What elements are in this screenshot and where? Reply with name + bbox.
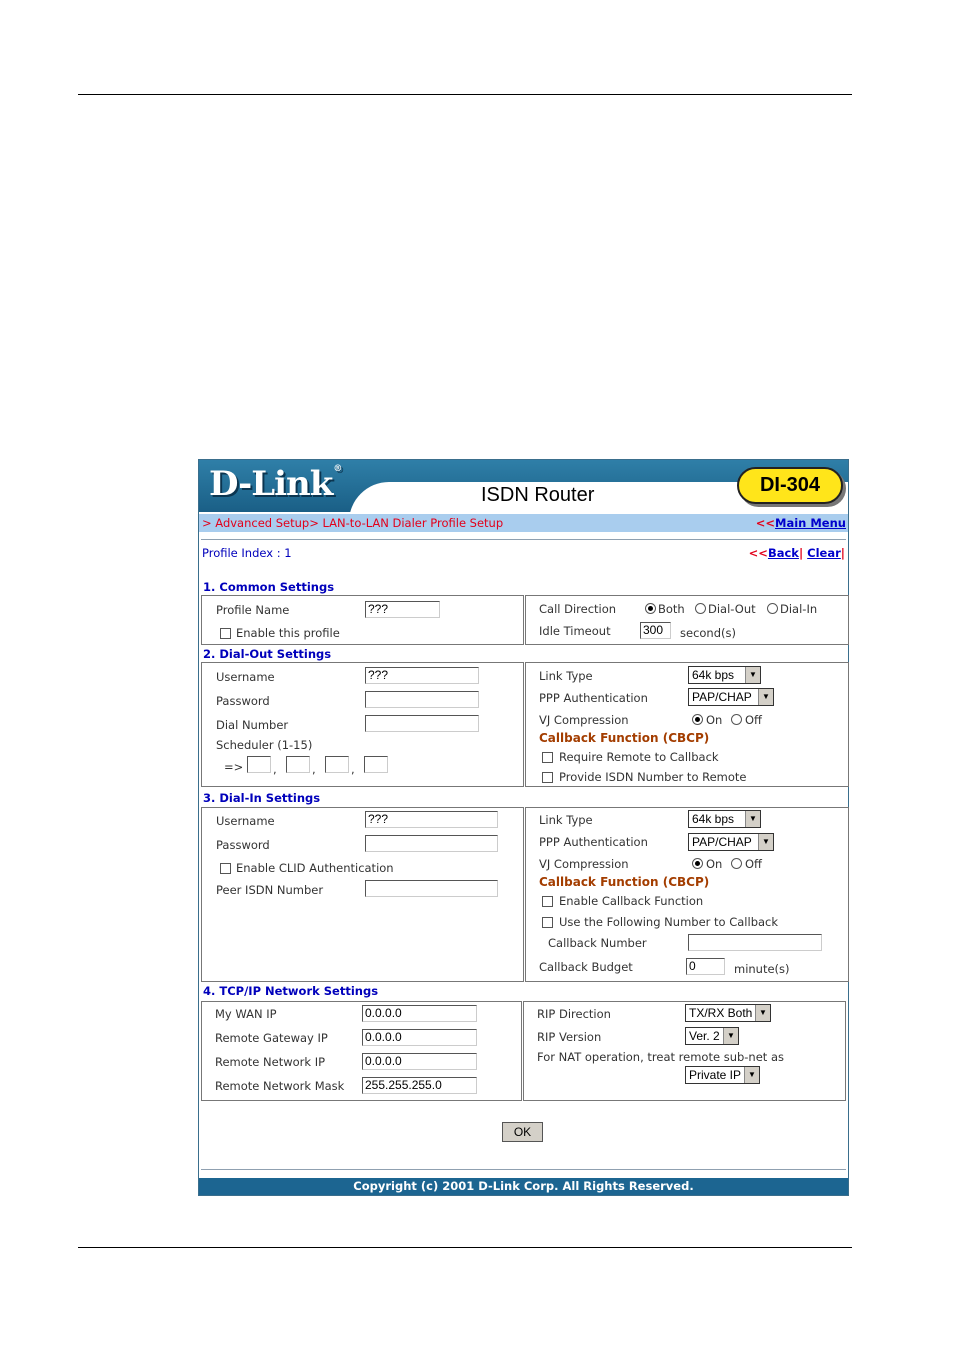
dial-number-input[interactable] <box>365 715 479 732</box>
clid-label: Enable CLID Authentication <box>236 861 394 875</box>
dir-out-label: Dial-Out <box>708 602 756 616</box>
idle-timeout-label: Idle Timeout <box>539 624 611 638</box>
nat-select[interactable]: Private IP ▼ <box>685 1066 760 1084</box>
dialin-username-input[interactable]: ??? <box>365 811 498 828</box>
enable-profile-checkbox[interactable] <box>220 628 231 639</box>
dir-both-label: Both <box>658 602 685 616</box>
dialin-vj-off-radio[interactable] <box>731 858 742 869</box>
dialout-password-input[interactable] <box>365 691 479 708</box>
use-following-checkbox[interactable] <box>542 917 553 928</box>
peer-isdn-label: Peer ISDN Number <box>216 883 324 897</box>
scheduler-comma: , <box>351 762 355 776</box>
chevron-down-icon: ▼ <box>723 1028 738 1044</box>
profile-name-input[interactable]: ??? <box>365 601 440 618</box>
dialin-ppp-label: PPP Authentication <box>539 835 648 849</box>
dialout-vj-on-radio[interactable] <box>692 714 703 725</box>
gateway-ip-input[interactable]: 0.0.0.0 <box>362 1029 477 1046</box>
chevron-down-icon: ▼ <box>758 689 773 705</box>
callback-budget-label: Callback Budget <box>539 960 633 974</box>
network-ip-input[interactable]: 0.0.0.0 <box>362 1053 477 1070</box>
back-link[interactable]: Back <box>767 546 799 560</box>
enable-callback-label: Enable Callback Function <box>559 894 704 908</box>
dialin-vj-on-label: On <box>706 857 723 871</box>
page-top-rule <box>78 94 852 95</box>
scheduler-input-3[interactable] <box>325 756 349 773</box>
router-config-window <box>198 459 849 1196</box>
dialout-username-input[interactable]: ??? <box>365 667 479 684</box>
callback-budget-unit: minute(s) <box>734 962 790 976</box>
dialout-password-label: Password <box>216 694 270 708</box>
dir-in-radio[interactable] <box>767 603 778 614</box>
chevron-down-icon: ▼ <box>744 1067 759 1083</box>
dir-out-radio[interactable] <box>695 603 706 614</box>
section-title-dialout: 2. Dial-Out Settings <box>203 647 332 661</box>
dial-number-label: Dial Number <box>216 718 289 732</box>
ok-button[interactable]: OK <box>502 1122 543 1142</box>
dlink-logo: D-Link® <box>209 464 342 504</box>
rip-direction-label: RIP Direction <box>537 1007 611 1021</box>
rip-version-label: RIP Version <box>537 1030 602 1044</box>
chevron-down-icon: ▼ <box>758 834 773 850</box>
provide-isdn-label: Provide ISDN Number to Remote <box>559 770 747 784</box>
clear-link[interactable]: Clear <box>807 546 841 560</box>
chevron-down-icon: ▼ <box>755 1005 770 1021</box>
rip-version-select[interactable]: Ver. 2 ▼ <box>685 1027 739 1045</box>
back-clear-links: <<Back| Clear| <box>748 546 845 560</box>
profile-index: Profile Index : 1 <box>202 546 292 560</box>
dialout-vj-on-label: On <box>706 713 723 727</box>
dialout-link-type-select[interactable]: 64k bps ▼ <box>688 666 761 684</box>
provide-isdn-checkbox[interactable] <box>542 772 553 783</box>
header-banner <box>199 460 848 512</box>
dialout-ppp-label: PPP Authentication <box>539 691 648 705</box>
callback-number-input[interactable] <box>688 934 822 951</box>
dialin-password-label: Password <box>216 838 270 852</box>
scheduler-input-2[interactable] <box>286 756 310 773</box>
idle-timeout-input[interactable]: 300 <box>640 622 671 639</box>
divider <box>201 1169 846 1170</box>
dialout-link-type-label: Link Type <box>539 669 593 683</box>
breadcrumb-bar <box>199 514 848 532</box>
breadcrumb: > Advanced Setup> LAN-to-LAN Dialer Profile Setup <box>202 516 504 530</box>
wan-ip-label: My WAN IP <box>215 1007 277 1021</box>
dialin-ppp-select[interactable]: PAP/CHAP ▼ <box>688 833 774 851</box>
dialin-link-type-label: Link Type <box>539 813 593 827</box>
dir-in-label: Dial-In <box>780 602 818 616</box>
dialout-ppp-select[interactable]: PAP/CHAP ▼ <box>688 688 774 706</box>
dialout-vj-off-label: Off <box>745 713 762 727</box>
clid-checkbox[interactable] <box>220 863 231 874</box>
dialout-vj-label: VJ Compression <box>539 713 629 727</box>
main-menu-link-group: <<Main Menu <box>755 516 846 530</box>
callback-budget-input[interactable]: 0 <box>686 958 725 975</box>
scheduler-arrow: => <box>224 760 244 774</box>
gateway-ip-label: Remote Gateway IP <box>215 1031 328 1045</box>
chevron-down-icon: ▼ <box>745 811 760 827</box>
section-title-dialin: 3. Dial-In Settings <box>203 791 321 805</box>
scheduler-input-1[interactable] <box>247 756 271 773</box>
network-mask-input[interactable]: 255.255.255.0 <box>362 1077 477 1094</box>
chevron-down-icon: ▼ <box>745 667 760 683</box>
dialin-vj-label: VJ Compression <box>539 857 629 871</box>
nat-label: For NAT operation, treat remote sub-net as <box>537 1050 785 1064</box>
model-badge: DI-304 <box>737 467 843 504</box>
call-direction-label: Call Direction <box>539 602 617 616</box>
require-remote-checkbox[interactable] <box>542 752 553 763</box>
main-menu-link[interactable]: Main Menu <box>775 516 846 530</box>
rip-direction-select[interactable]: TX/RX Both ▼ <box>685 1004 771 1022</box>
dialin-username-label: Username <box>216 814 275 828</box>
callback-number-label: Callback Number <box>548 936 647 950</box>
scheduler-comma: , <box>273 762 277 776</box>
idle-unit-label: second(s) <box>680 626 736 640</box>
page-bottom-rule <box>78 1247 852 1248</box>
dialin-vj-on-radio[interactable] <box>692 858 703 869</box>
footer-copyright: Copyright (c) 2001 D-Link Corp. All Rights Reserved. <box>199 1178 848 1195</box>
divider <box>201 539 846 540</box>
network-mask-label: Remote Network Mask <box>215 1079 345 1093</box>
enable-profile-label: Enable this profile <box>236 626 340 640</box>
dialin-callback-title: Callback Function (CBCP) <box>539 875 710 889</box>
scheduler-label: Scheduler (1-15) <box>216 738 313 752</box>
dialout-callback-title: Callback Function (CBCP) <box>539 731 710 745</box>
dialout-username-label: Username <box>216 670 275 684</box>
network-ip-label: Remote Network IP <box>215 1055 326 1069</box>
peer-isdn-input[interactable] <box>365 880 498 897</box>
profile-name-label: Profile Name <box>216 603 290 617</box>
section-title-common: 1. Common Settings <box>203 580 335 594</box>
require-remote-label: Require Remote to Callback <box>559 750 719 764</box>
scheduler-input-4[interactable] <box>364 756 388 773</box>
dialout-vj-off-radio[interactable] <box>731 714 742 725</box>
enable-callback-checkbox[interactable] <box>542 896 553 907</box>
product-title: ISDN Router <box>481 484 595 506</box>
use-following-label: Use the Following Number to Callback <box>559 915 779 929</box>
wan-ip-input[interactable]: 0.0.0.0 <box>362 1005 477 1022</box>
scheduler-comma: , <box>312 762 316 776</box>
dialin-password-input[interactable] <box>365 835 498 852</box>
dialin-link-type-select[interactable]: 64k bps ▼ <box>688 810 761 828</box>
dialin-vj-off-label: Off <box>745 857 762 871</box>
dir-both-radio[interactable] <box>645 603 656 614</box>
section-title-tcpip: 4. TCP/IP Network Settings <box>203 984 379 998</box>
